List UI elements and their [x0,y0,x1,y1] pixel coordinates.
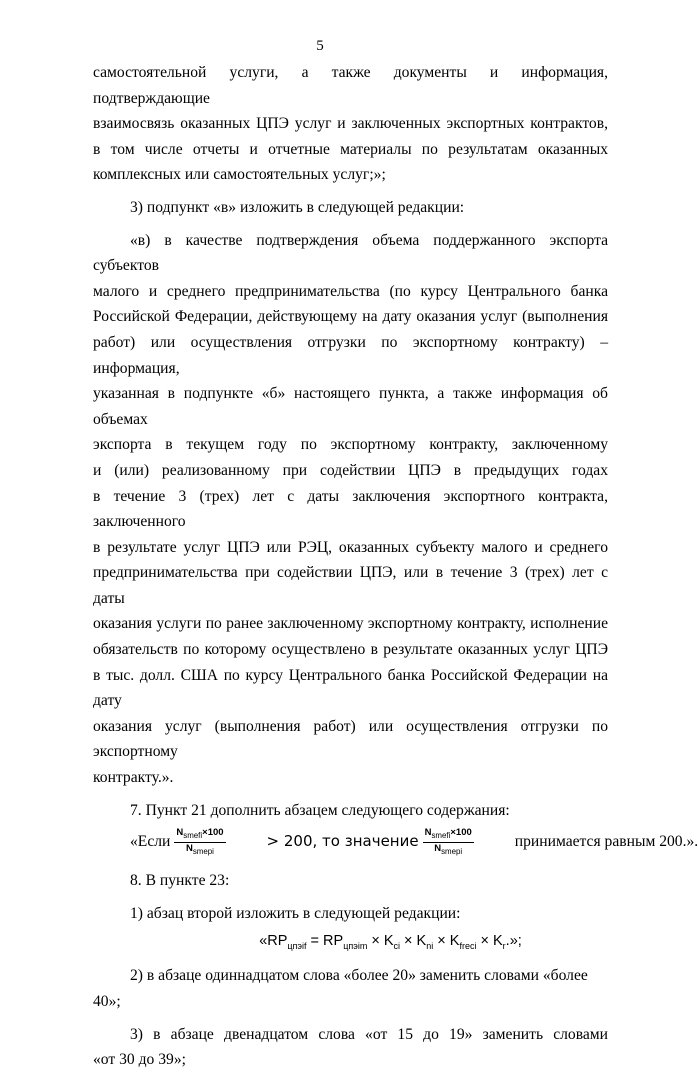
text-line: взаимосвязь оказанных ЦПЭ услуг и заключенных экспортных контрактов, [93,115,608,133]
text-line: работ) или осуществления отгрузки по экспортному контракту) – информация, [93,333,608,377]
formula-if-condition [93,823,698,861]
formula-suffix: принимается равным 200.». [514,833,698,851]
formula-prefix: «Если [130,833,171,851]
text-line: Российской Федерации, действующему на дату оказания услуг (выполнения [93,308,608,326]
fraction-2-denominator: $N_{smepi}$ [434,842,463,856]
fraction-2 [423,827,474,858]
text-line: оказания услуги по ранее заключенному экспортному контракту, исполнение [93,615,608,633]
document-body [93,60,698,1073]
paragraph-subpoint-3: 3) подпункт «в» изложить в следующей редакции: [130,198,465,216]
text-line: в том числе отчеты и отчетные материалы по результатам оказанных [93,140,608,158]
paragraph-point-8: 8. В пункте 23: [130,872,230,890]
paragraph-subpoint-2: 2) в абзаце одиннадцатом слова «более 20» заменить словами «более 40»; [93,967,588,1010]
text-line: обязательств по которому осуществлено в результате оказанных услуг ЦПЭ [93,641,608,659]
paragraph-subpoint-1: 1) абзац второй изложить в следующей редакции: [130,904,461,922]
formula-rp: «$RP_{цпэif} = RP_{цпэim} \times K_{ci} \times K_{ni} \times K_{freci} \times K_r$.»; [259,933,522,952]
text-line: самостоятельной услуги, а также документы и информация, подтверждающие [93,64,608,107]
text-line: «от 30 до 39»; [93,1051,186,1069]
page-number: 5 [316,38,324,54]
text-line: и (или) реализованному при содействии ЦПЭ в предыдущих годах [93,461,608,479]
text-line: 3) в абзаце двенадцатом слова «от 15 до 19» заменить словами [130,1025,608,1043]
text-line: малого и среднего предпринимательства (по курсу Центрального банка [93,282,608,300]
text-line: «в) в качестве подтверждения объема поддержанного экспорта субъектов [93,231,608,275]
text-line: в результате услуг ЦПЭ или РЭЦ, оказанных субъекту малого и среднего [93,538,608,556]
text-line: в тыс. долл. США по курсу Центрального банка Российской Федерации на дату [93,666,608,710]
fraction-1-numerator: $N_{smefi}\times 100$ [174,827,225,843]
formula-comparison: > 200, то значение [266,832,419,851]
fraction-1 [174,827,225,858]
text-line: указанная в подпункте «б» настоящего пункта, а также информация об объемах [93,385,608,428]
text-line: предпринимательства при содействии ЦПЭ, или в течение 3 (трех) лет с даты [93,564,608,607]
fraction-2-numerator: $N_{smefi}\times 100$ [423,827,474,843]
text-line: в течение 3 (трех) лет с даты заключения экспортного контракта, заключенного [93,487,608,531]
text-line: экспорта в текущем году по экспортному контракту, заключенному [93,436,608,454]
fraction-1-denominator: $N_{smepi}$ [185,842,214,856]
text-line: оказания услуг (выполнения работ) или осуществления отгрузки по экспортному [93,717,608,761]
paragraph-point-7: 7. Пункт 21 дополнить абзацем следующего содержания: [130,801,510,819]
text-line: контракту.». [93,769,174,787]
text-line: комплексных или самостоятельных услуг;»; [93,166,386,184]
